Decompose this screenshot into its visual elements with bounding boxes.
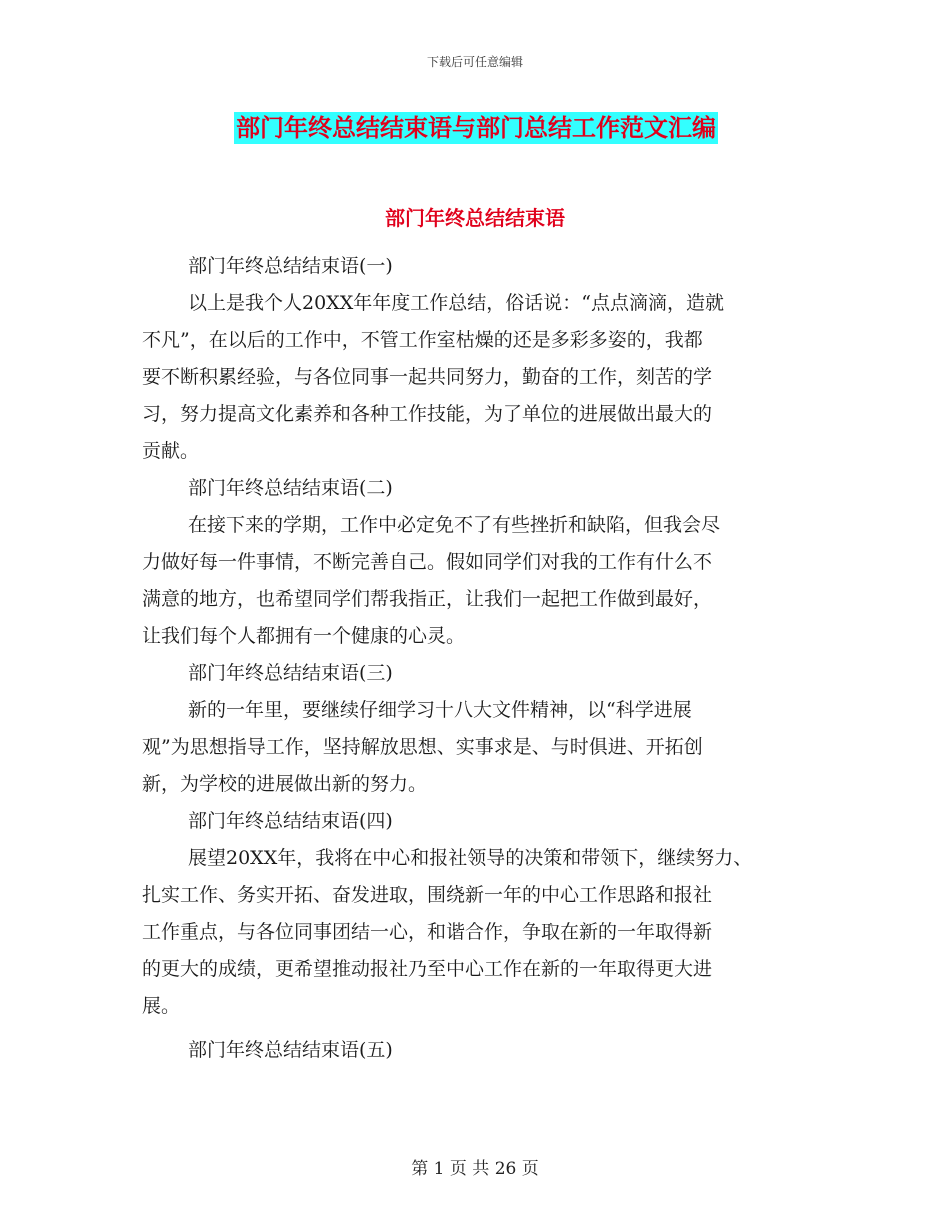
paragraph-line: 以上是我个人20XX年年度工作总结，俗话说：“点点滴滴，造就 [188,292,724,314]
paragraph-line: 新的一年里，要继续仔细学习十八大文件精神，以“科学进展 [188,699,692,721]
subheading: 部门年终总结结束语(一) [188,255,393,277]
paragraph-line: 的更大的成绩，更希望推动报社乃至中心工作在新的一年取得更大进 [142,958,713,980]
paragraph [142,692,812,803]
paragraph-line: 展望20XX年，我将在中心和报社领导的决策和带领下，继续努力、 [188,847,753,869]
paragraph-line: 扎实工作、务实开拓、奋发进取，围绕新一年的中心工作思路和报社 [142,884,713,906]
paragraph-line: 在接下来的学期，工作中必定免不了有些挫折和缺陷，但我会尽 [188,514,721,536]
subheading: 部门年终总结结束语(三) [188,662,393,684]
paragraph [142,840,812,1025]
section-title: 部门年终总结结束语 [385,206,565,230]
paragraph [142,507,812,655]
main-title: 部门年终总结结束语与部门总结工作范文汇编 [236,113,716,142]
page-footer: 第 1 页 共 26 页 [411,1159,539,1179]
paragraph-line: 满意的地方，也希望同学们帮我指正，让我们一起把工作做到最好， [142,588,713,610]
paragraph-line: 力做好每一件事情，不断完善自己。假如同学们对我的工作有什么不 [142,551,713,573]
paragraph-line: 观”为思想指导工作，坚持解放思想、实事求是、与时俱进、开拓创 [142,736,703,758]
header-note: 下载后可任意编辑 [426,55,523,69]
paragraph-line: 要不断积累经验，与各位同事一起共同努力，勤奋的工作，刻苦的学 [142,366,713,388]
paragraph [142,285,812,470]
document-body [142,248,812,1069]
subheading: 部门年终总结结束语(二) [188,477,393,499]
paragraph-line: 工作重点，与各位同事团结一心，和谐合作，争取在新的一年取得新 [142,921,713,943]
subheading: 部门年终总结结束语(四) [188,810,393,832]
subheading: 部门年终总结结束语(五) [188,1039,393,1061]
paragraph-line: 新，为学校的进展做出新的努力。 [142,773,428,795]
paragraph-line: 习，努力提高文化素养和各种工作技能，为了单位的进展做出最大的 [142,403,713,425]
paragraph-line: 不凡”，在以后的工作中，不管工作室枯燥的还是多彩多姿的，我都 [142,329,703,351]
paragraph-line: 贡献。 [142,440,200,462]
paragraph-line: 让我们每个人都拥有一个健康的心灵。 [142,625,466,647]
paragraph-line: 展。 [142,995,181,1017]
